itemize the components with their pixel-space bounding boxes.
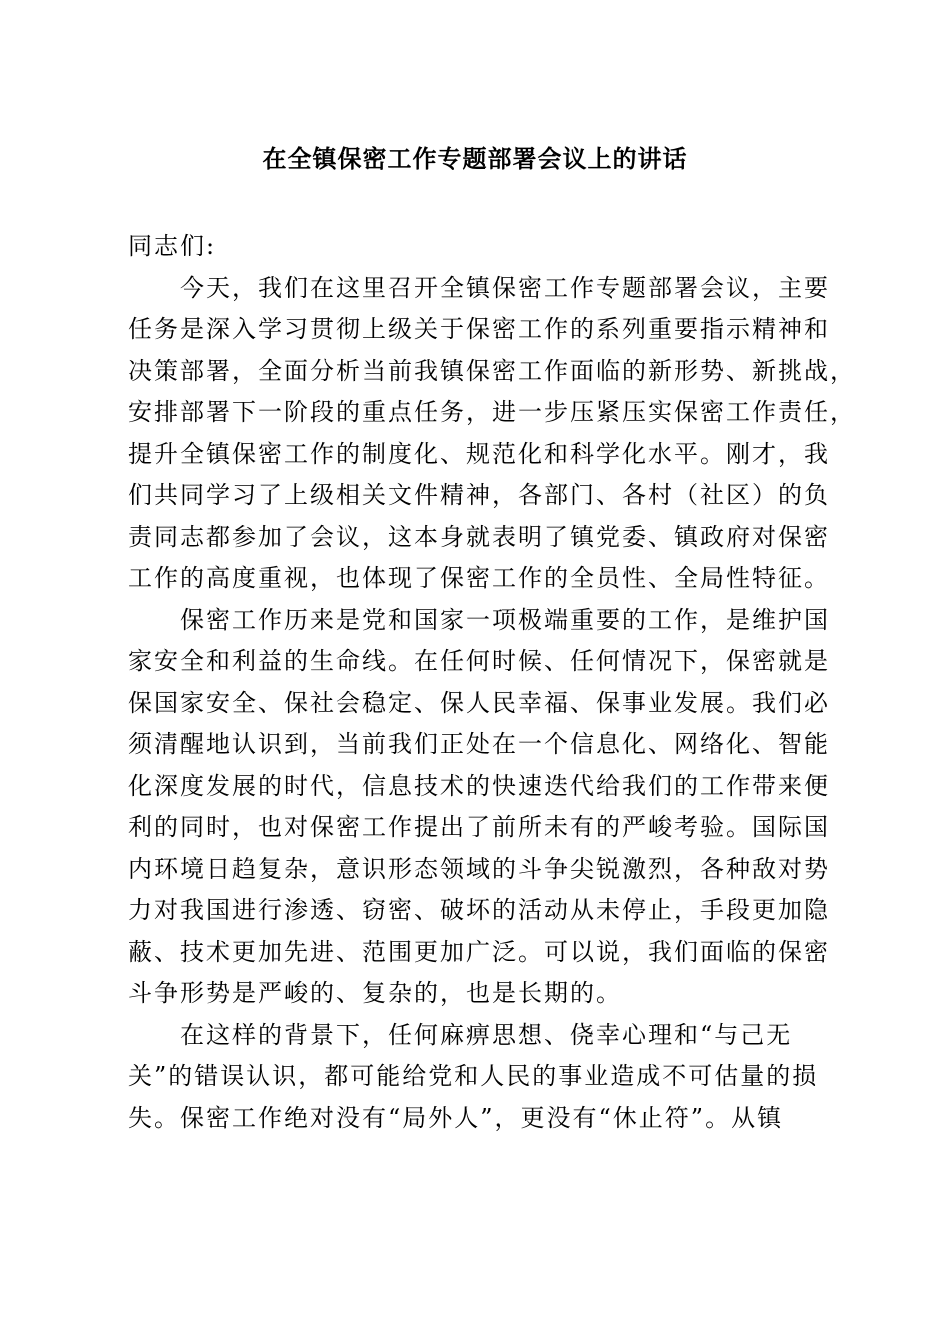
paragraph-line: 保密工作历来是党和国家一项极端重要的工作，是维护国 xyxy=(180,605,830,634)
paragraph-line: 今天，我们在这里召开全镇保密工作专题部署会议，主要 xyxy=(180,273,830,302)
paragraph-line: 蔽、技术更加先进、范围更加广泛。可以说，我们面临的保密 xyxy=(128,937,830,966)
paragraph-line: 们共同学习了上级相关文件精神，各部门、各村（社区）的负 xyxy=(128,481,830,509)
paragraph-line: 决策部署，全面分析当前我镇保密工作面临的新形势、新挑战， xyxy=(128,356,856,385)
paragraph-1 xyxy=(128,268,856,600)
paragraph-line: 力对我国进行渗透、窃密、破坏的活动从未停止，手段更加隐 xyxy=(128,896,830,924)
paragraph-line: 斗争形势是严峻的、复杂的，也是长期的。 xyxy=(128,979,622,1007)
salutation: 同志们: xyxy=(128,232,217,260)
paragraph-line: 安排部署下一阶段的重点任务，进一步压紧压实保密工作责任， xyxy=(128,398,856,426)
paragraph-line: 提升全镇保密工作的制度化、规范化和科学化水平。刚才，我 xyxy=(128,439,830,468)
paragraph-line: 工作的高度重视，也体现了保密工作的全员性、全局性特征。 xyxy=(128,564,830,592)
paragraph-line: 内环境日趋复杂，意识形态领域的斗争尖锐激烈，各种敌对势 xyxy=(128,854,830,883)
paragraph-3 xyxy=(128,1015,828,1140)
paragraph-line: 失。保密工作绝对没有“局外人”，更没有“休止符”。从镇 xyxy=(128,1103,784,1132)
paragraph-2 xyxy=(128,600,828,1015)
document-title: 在全镇保密工作专题部署会议上的讲话 xyxy=(262,144,688,173)
paragraph-line: 在这样的背景下，任何麻痹思想、侥幸心理和“与己无 xyxy=(180,1020,793,1049)
paragraph-line: 化深度发展的时代，信息技术的快速迭代给我们的工作带来便 xyxy=(128,771,830,800)
paragraph-line: 家安全和利益的生命线。在任何时候、任何情况下，保密就是 xyxy=(128,647,830,675)
paragraph-line: 须清醒地认识到，当前我们正处在一个信息化、网络化、智能 xyxy=(128,730,830,758)
paragraph-line: 责同志都参加了会议，这本身就表明了镇党委、镇政府对保密 xyxy=(128,522,830,551)
document-body xyxy=(128,226,856,1139)
paragraph-line: 利的同时，也对保密工作提出了前所未有的严峻考验。国际国 xyxy=(128,813,830,841)
paragraph-line: 任务是深入学习贯彻上级关于保密工作的系列重要指示精神和 xyxy=(128,315,830,343)
paragraph-line: 保国家安全、保社会稳定、保人民幸福、保事业发展。我们必 xyxy=(128,688,830,717)
paragraph-line: 关”的错误认识，都可能给党和人民的事业造成不可估量的损 xyxy=(128,1062,819,1090)
